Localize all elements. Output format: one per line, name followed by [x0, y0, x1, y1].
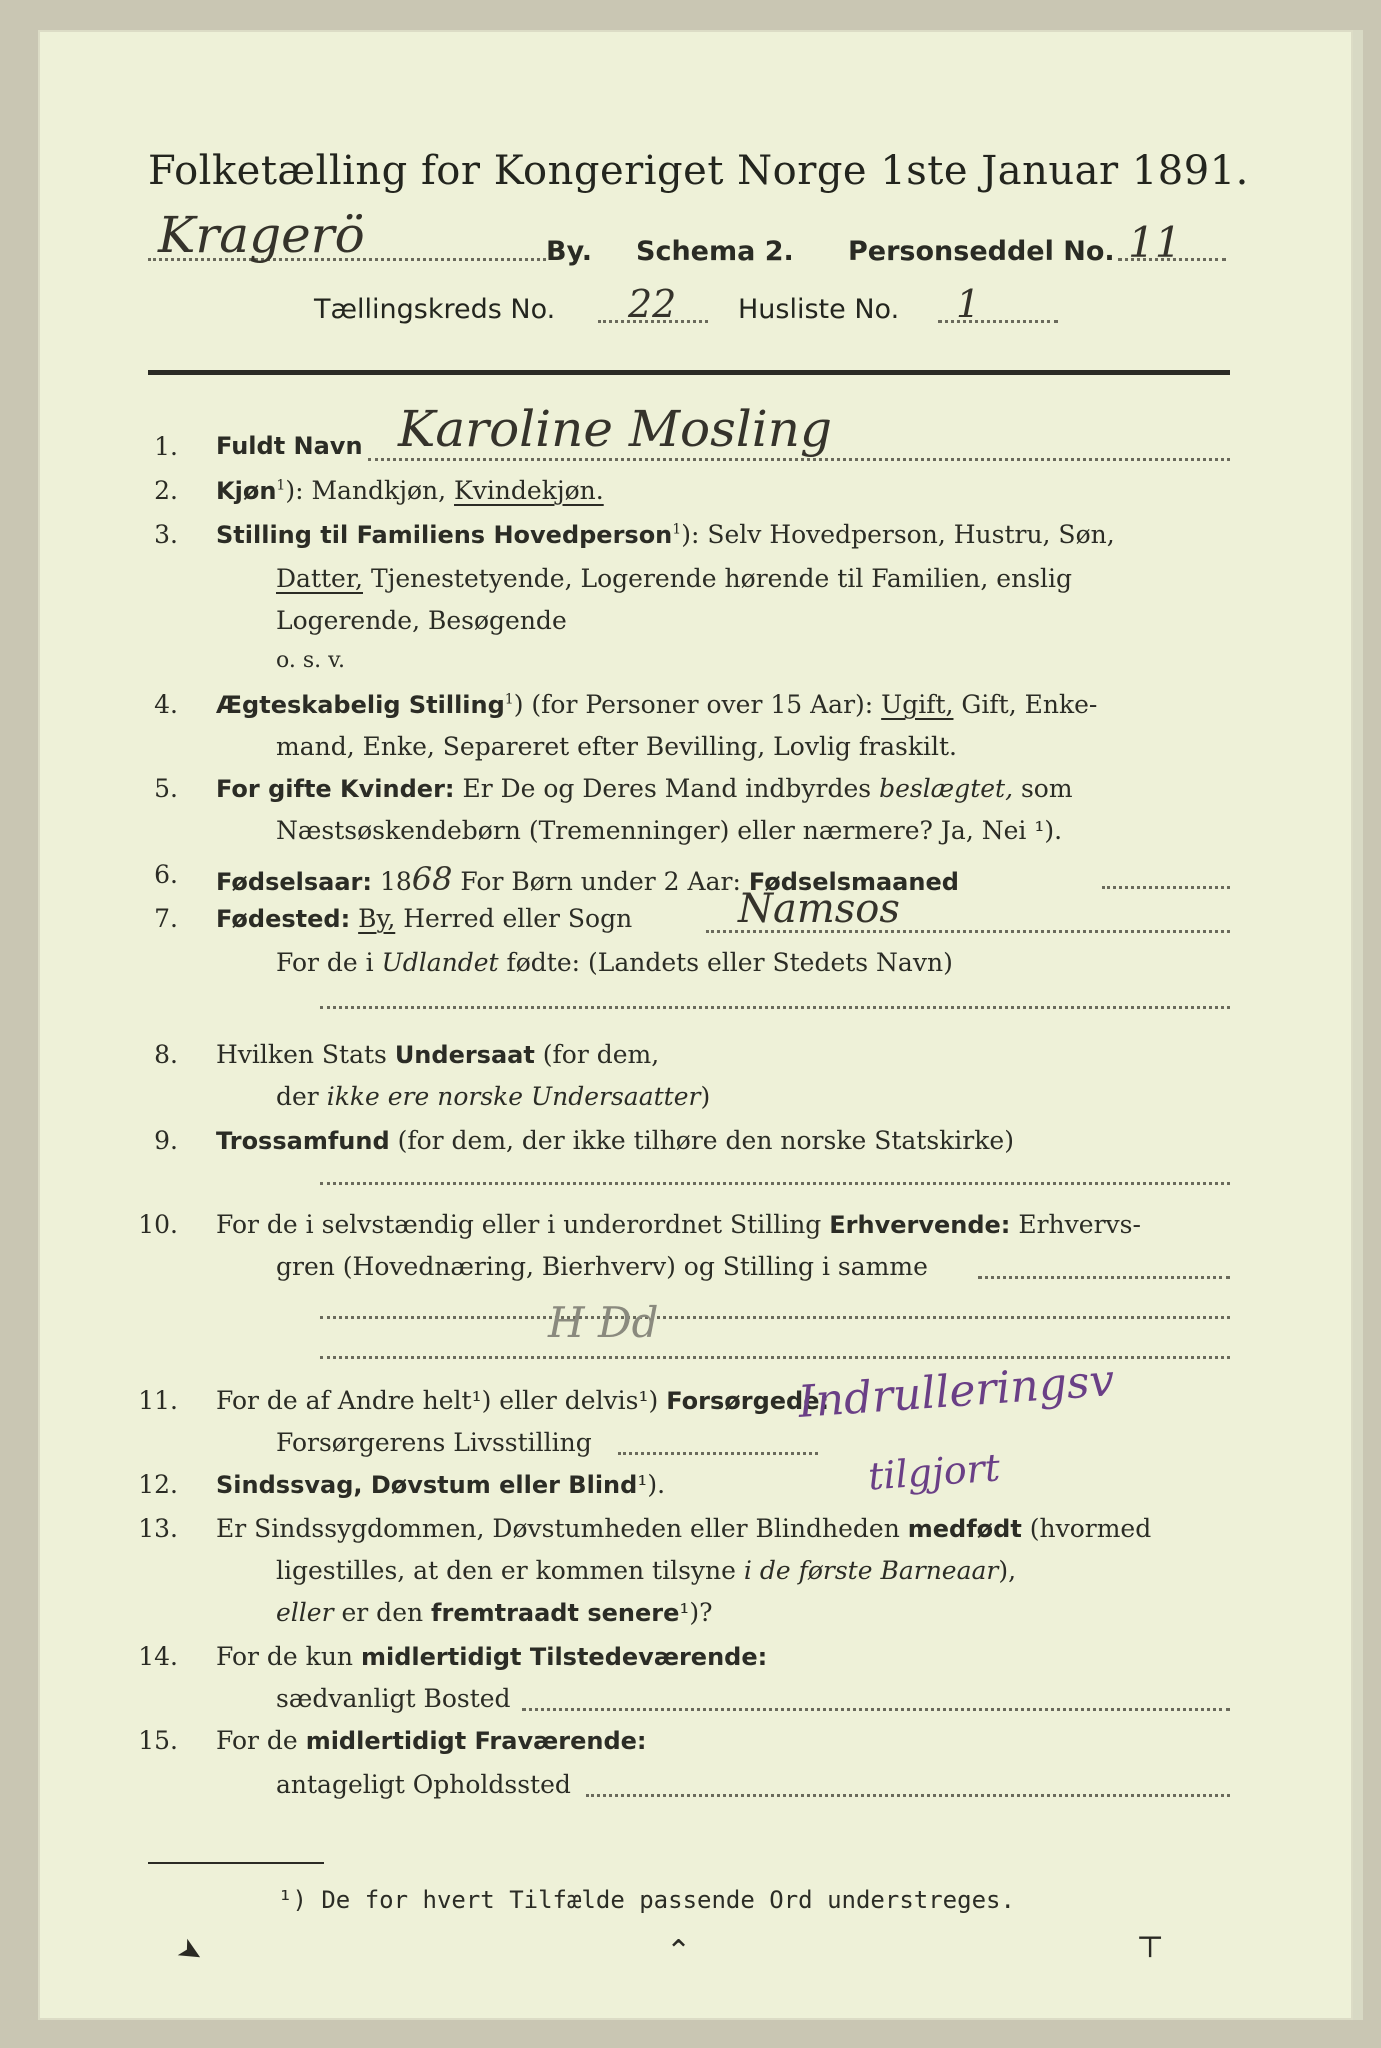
item-10-dotted-line-1 — [978, 1276, 1230, 1279]
item-7-value: Namsos — [738, 886, 900, 932]
indrullering-stamp-line-1: Indrulleringsv — [796, 1355, 1116, 1428]
item-12-label: Sindssvag, Døvstum eller Blind — [216, 1471, 638, 1499]
mark-tack-icon: ⊤ — [1136, 1930, 1165, 1965]
item-7-line-2-italic: Udlandet — [381, 948, 499, 977]
item-8-line-2 — [276, 1082, 710, 1111]
mark-arrow-left-icon: ➤ — [170, 1930, 211, 1973]
item-14-line-2: sædvanligt Bosted — [276, 1684, 511, 1713]
item-13-line-1c: (hvormed — [1021, 1514, 1152, 1543]
mark-caret-icon: ⌃ — [666, 1934, 692, 1969]
taellingskreds-number: 22 — [628, 282, 677, 326]
item-14-dotted-line — [522, 1708, 1230, 1711]
personseddel-number: 11 — [1128, 218, 1182, 267]
item-6-value: 68 — [411, 860, 453, 898]
item-3-sup: 1 — [672, 521, 682, 538]
item-13-number: 13. — [138, 1514, 178, 1543]
item-10-dotted-line-2 — [320, 1316, 1230, 1319]
item-3-number: 3. — [154, 520, 178, 549]
item-2-text — [216, 476, 604, 505]
item-4-sup: 1 — [504, 691, 514, 708]
item-6-prefix: 18 — [379, 867, 412, 896]
item-10-line-2: gren (Hovednæring, Bierhverv) og Stilling i samme — [276, 1252, 928, 1281]
item-12-line — [216, 1470, 665, 1499]
item-7-rest: Herred eller Sogn — [395, 904, 633, 933]
item-5-line-1 — [216, 774, 1073, 803]
item-11-line-1a: For de af Andre helt¹) eller delvis¹) — [216, 1386, 667, 1415]
item-4-label: Ægteskabelig Stilling — [216, 691, 505, 719]
item-13-label: medfødt — [907, 1515, 1022, 1543]
item-8-line-2a: der — [276, 1082, 327, 1111]
item-15-label: midlertidigt Fraværende: — [305, 1727, 647, 1755]
item-4-underlined: Ugift, — [881, 690, 954, 719]
census-form-page — [38, 30, 1363, 2020]
item-3-rest: ): Selv Hovedperson, Hustru, Søn, — [681, 520, 1115, 549]
item-1-label: Fuldt Navn — [216, 432, 363, 460]
item-13-line-3 — [276, 1598, 713, 1627]
item-2-sup: 1 — [276, 477, 286, 494]
item-11-line-2: Forsørgerens Livsstilling — [276, 1428, 592, 1457]
item-13-line-3-italic: eller — [276, 1598, 334, 1627]
item-5-line-2: Næstsøskendebørn (Tremenninger) eller nærmere? Ja, Nei ¹). — [276, 816, 1063, 845]
item-7-line-1 — [216, 904, 632, 933]
item-7-line-2 — [276, 948, 953, 977]
item-9-label: Trossamfund — [216, 1127, 390, 1155]
form-title: Folketælling for Kongeriget Norge 1ste Januar 1891. — [148, 148, 1249, 194]
footnote: ¹) De for hvert Tilfælde passende Ord understreges. — [278, 1886, 1015, 1914]
item-8-line-2-italic: ikke ere norske Undersaatter — [326, 1082, 701, 1111]
item-7-line-2b: fødte: (Landets eller Stedets Navn) — [498, 948, 953, 977]
item-3-label: Stilling til Familiens Hovedperson — [216, 521, 673, 549]
item-2-number: 2. — [154, 476, 178, 505]
item-14-line-1 — [216, 1642, 767, 1671]
husliste-number: 1 — [956, 282, 981, 326]
item-5-number: 5. — [154, 774, 178, 803]
item-7-line-2a: For de i — [276, 948, 382, 977]
item-8-line-1 — [216, 1040, 659, 1069]
item-1-number: 1. — [154, 432, 178, 461]
item-10-note: H Dd — [548, 1298, 659, 1347]
item-2-label: Kjøn — [216, 477, 277, 505]
item-7-label: Fødested: — [216, 905, 351, 933]
item-9-rest: (for dem, der ikke tilhøre den norske Statskirke) — [389, 1126, 1014, 1155]
item-9-number: 9. — [154, 1126, 178, 1155]
item-1-dotted-line — [368, 458, 1230, 461]
item-10-line-1 — [216, 1210, 1141, 1239]
by-label: By. — [546, 236, 592, 267]
item-6-rest: For Børn under 2 Aar: — [452, 867, 749, 896]
item-2-underlined: Kvindekjøn. — [454, 476, 604, 505]
item-8-label: Undersaat — [394, 1041, 535, 1069]
item-10-label: Erhvervende: — [829, 1211, 1011, 1239]
husliste-label: Husliste No. — [738, 294, 900, 325]
item-6-number: 6. — [154, 860, 178, 889]
item-13-line-3a: er den — [333, 1598, 432, 1627]
item-11-dotted-line — [618, 1452, 818, 1455]
item-15-line-1 — [216, 1726, 647, 1755]
item-6-label: Fødselsaar: — [216, 868, 372, 896]
taellingskreds-label: Tællingskreds No. — [314, 294, 556, 325]
item-15-dotted-line — [586, 1794, 1230, 1797]
item-3-line-3: Logerende, Besøgende — [276, 606, 567, 635]
item-3-underlined: Datter, — [276, 564, 363, 593]
item-8-number: 8. — [154, 1040, 178, 1069]
item-7-dotted-line-2 — [320, 1006, 1230, 1009]
item-5-rest2: som — [1013, 774, 1073, 803]
schema-label: Schema 2. — [636, 236, 794, 267]
item-13-line-3c: ¹)? — [679, 1598, 713, 1627]
item-5-italic: beslægtet, — [879, 774, 1014, 803]
item-10-number: 10. — [138, 1210, 178, 1239]
item-13-line-2a: ligestilles, at den er kommen tilsyne — [276, 1556, 744, 1585]
item-14-label: midlertidigt Tilstedeværende: — [360, 1643, 768, 1671]
header-rule — [148, 370, 1230, 375]
item-9-line — [216, 1126, 1014, 1155]
item-11-label: Forsørgede: — [666, 1387, 830, 1415]
item-10-line-1c: Erhvervs- — [1010, 1210, 1141, 1239]
footnote-rule — [148, 1862, 324, 1864]
personseddel-label: Personseddel No. — [848, 236, 1115, 267]
item-13-line-1a: Er Sindssygdommen, Døvstumheden eller Blindheden — [216, 1514, 908, 1543]
indrullering-stamp-line-2: tilgjort — [866, 1445, 1002, 1499]
town-name: Kragerö — [158, 206, 365, 264]
item-4-line-1 — [216, 690, 1097, 719]
item-11-line-1 — [216, 1386, 829, 1415]
item-13-line-1 — [216, 1514, 1151, 1543]
item-8-line-1c: (for dem, — [534, 1040, 660, 1069]
item-5-rest: Er De og Deres Mand indbyrdes — [454, 774, 880, 803]
item-14-line-1a: For de kun — [216, 1642, 361, 1671]
item-4-line-2: mand, Enke, Separeret efter Bevilling, Lovlig fraskilt. — [276, 732, 957, 761]
item-3-line-4: o. s. v. — [276, 648, 345, 673]
item-13-line-3-bold: fremtraadt senere — [431, 1599, 680, 1627]
item-7-number: 7. — [154, 904, 178, 933]
item-11-number: 11. — [138, 1386, 178, 1415]
item-13-line-2-italic: i de første Barneaar — [743, 1556, 999, 1585]
item-15-line-2: antageligt Opholdssted — [276, 1770, 571, 1799]
item-12-rest: ¹). — [637, 1470, 666, 1499]
item-15-number: 15. — [138, 1726, 178, 1755]
item-13-line-2b: ), — [998, 1556, 1017, 1585]
item-14-number: 14. — [138, 1642, 178, 1671]
item-15-line-1a: For de — [216, 1726, 306, 1755]
item-6-label-2: Fødselsmaaned — [748, 868, 959, 896]
item-3-line-2 — [276, 564, 1072, 593]
item-8-line-1a: Hvilken Stats — [216, 1040, 395, 1069]
item-2-rest: ): Mandkjøn, — [285, 476, 455, 505]
item-3-line-2-text: Tjenestetyende, Logerende hørende til Familien, enslig — [363, 564, 1073, 593]
item-12-number: 12. — [138, 1470, 178, 1499]
item-6-dotted-line — [1102, 886, 1230, 889]
item-5-label: For gifte Kvinder: — [216, 775, 455, 803]
item-8-line-2b: ) — [700, 1082, 711, 1111]
item-13-line-2 — [276, 1556, 1016, 1585]
item-9-dotted-line — [320, 1182, 1230, 1185]
item-4-rest2: Gift, Enke- — [953, 690, 1098, 719]
item-10-line-1a: For de i selvstændig eller i underordnet Stilling — [216, 1210, 830, 1239]
item-1-value: Karoline Mosling — [398, 400, 832, 458]
item-7-underlined: By, — [358, 904, 396, 933]
item-3-line-1 — [216, 520, 1115, 549]
item-4-rest: ) (for Personer over 15 Aar): — [513, 690, 882, 719]
item-4-number: 4. — [154, 690, 178, 719]
